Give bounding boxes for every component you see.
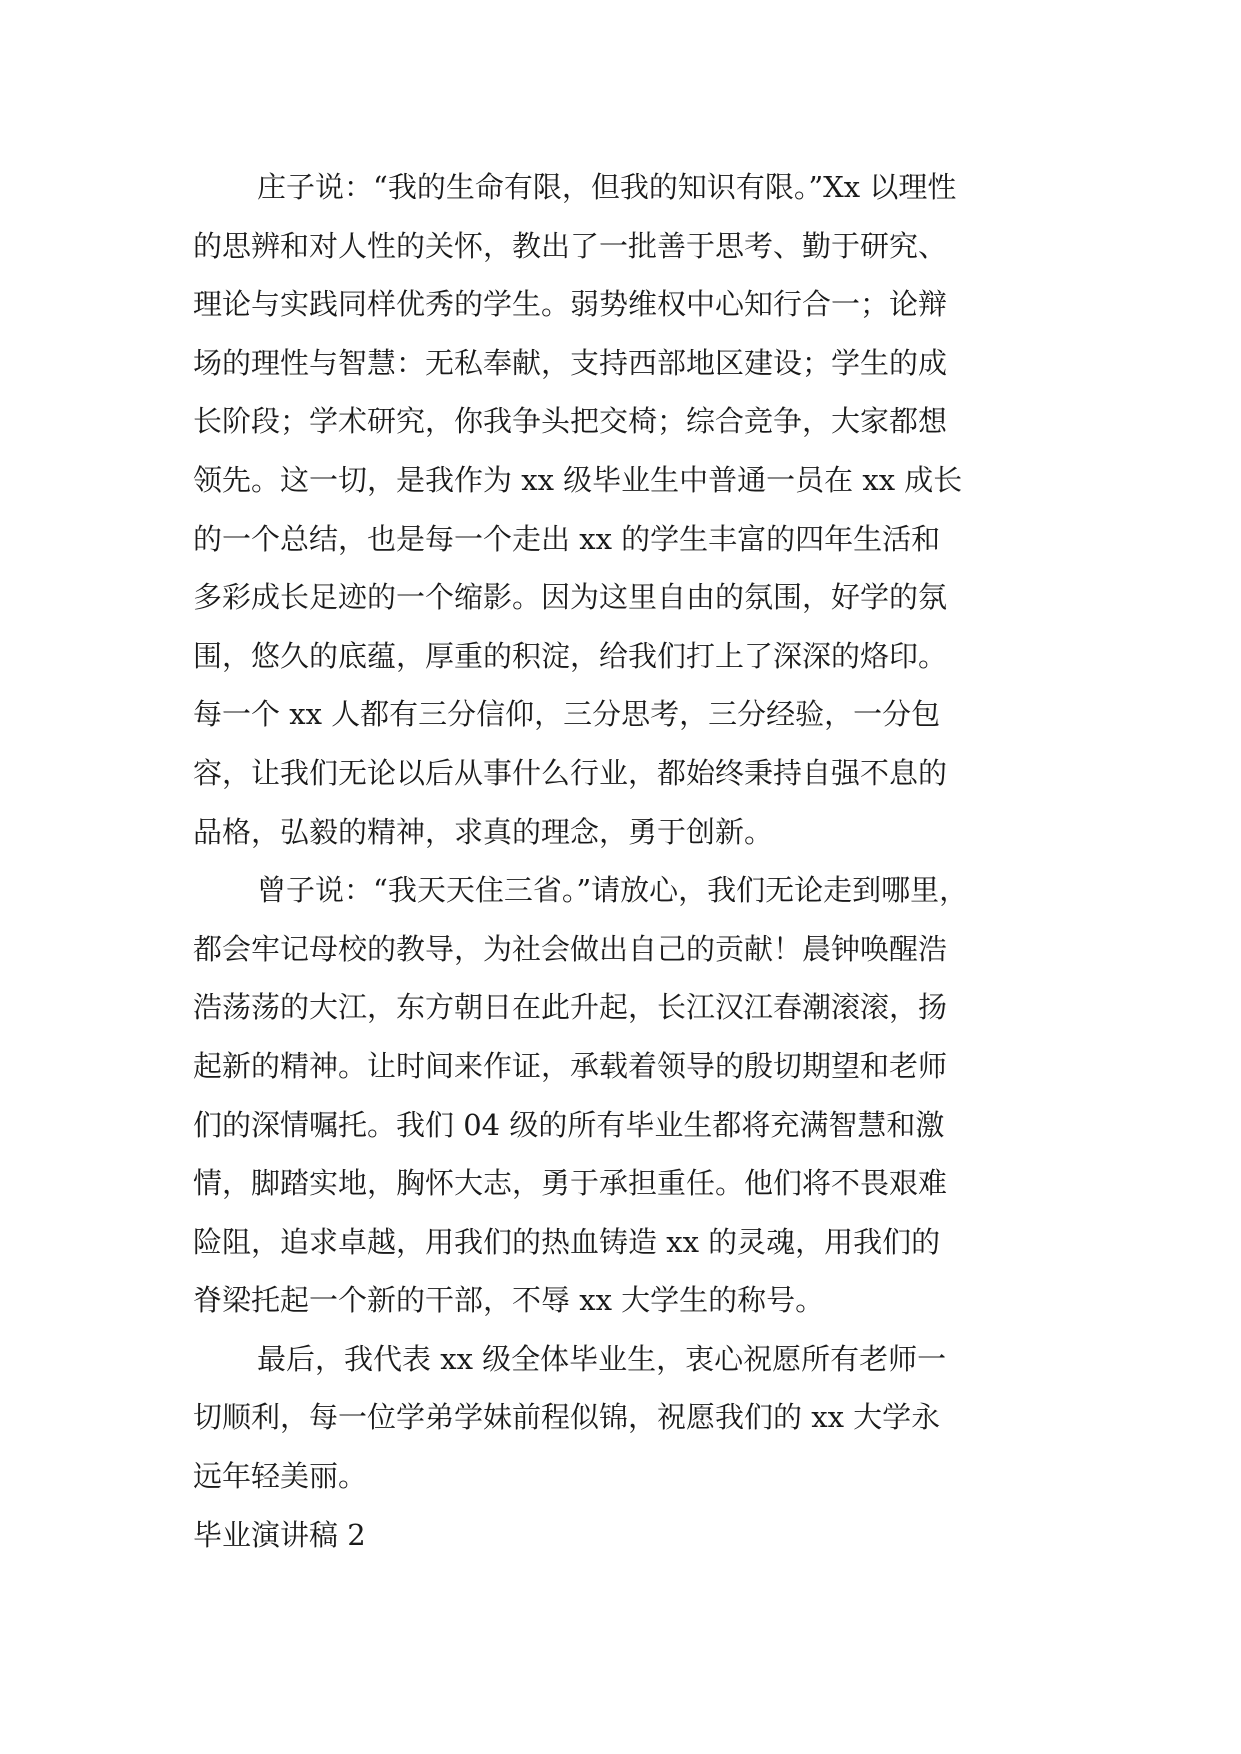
text-line: 曾子说：“我天天住三省。”请放心，我们无论走到哪里， [257,873,969,908]
text-line: 场的理性与智慧：无私奉献，支持西部地区建设；学生的成 [193,345,948,380]
document-body [193,158,1058,1564]
text-line: 围，悠久的底蕴，厚重的积淀，给我们打上了深深的烙印。 [193,638,948,673]
text-line: 容，让我们无论以后从事什么行业，都始终秉持自强不息的 [193,755,948,790]
text-line: 险阻，追求卓越，用我们的热血铸造 xx 的灵魂，用我们的 [193,1224,941,1259]
text-line: 最后，我代表 xx 级全体毕业生，衷心祝愿所有老师一 [257,1341,947,1376]
text-line: 起新的精神。让时间来作证，承载着领导的殷切期望和老师 [193,1048,948,1083]
text-line: 的思辨和对人性的关怀，教出了一批善于思考、勤于研究、 [193,228,948,263]
text-line: 的一个总结，也是每一个走出 xx 的学生丰富的四年生活和 [193,521,941,556]
text-line: 浩荡荡的大江，东方朝日在此升起，长江汉江春潮滚滚，扬 [193,990,948,1025]
text-line: 远年轻美丽。 [193,1459,368,1494]
text-line: 领先。这一切，是我作为 xx 级毕业生中普通一员在 xx 成长 [193,462,963,497]
text-line: 品格，弘毅的精神，求真的理念，勇于创新。 [193,814,774,849]
text-line: 们的深情嘱托。我们 04 级的所有毕业生都将充满智慧和激 [193,1107,945,1142]
text-line: 长阶段；学术研究，你我争头把交椅；综合竞争，大家都想 [193,404,948,439]
text-line: 多彩成长足迹的一个缩影。因为这里自由的氛围，好学的氛 [193,580,948,615]
text-line: 理论与实践同样优秀的学生。弱势维权中心知行合一；论辩 [193,287,948,322]
paragraph-closing [193,1330,1058,1506]
text-line: 切顺利，每一位学弟学妹前程似锦，祝愿我们的 xx 大学永 [193,1400,941,1435]
section-heading: 毕业演讲稿 2 [193,1517,366,1552]
paragraph-zengzi [193,861,1058,1330]
paragraph-zhuangzi [193,158,1058,861]
text-line: 庄子说：“我的生命有限，但我的知识有限。”Xx 以理性 [257,170,957,204]
text-line: 情，脚踏实地，胸怀大志，勇于承担重任。他们将不畏艰难 [193,1166,948,1201]
text-line: 脊梁托起一个新的干部，不辱 xx 大学生的称号。 [193,1283,825,1318]
text-line: 都会牢记母校的教导，为社会做出自己的贡献！晨钟唤醒浩 [193,931,948,966]
text-line: 每一个 xx 人都有三分信仰，三分思考，三分经验，一分包 [193,697,941,732]
